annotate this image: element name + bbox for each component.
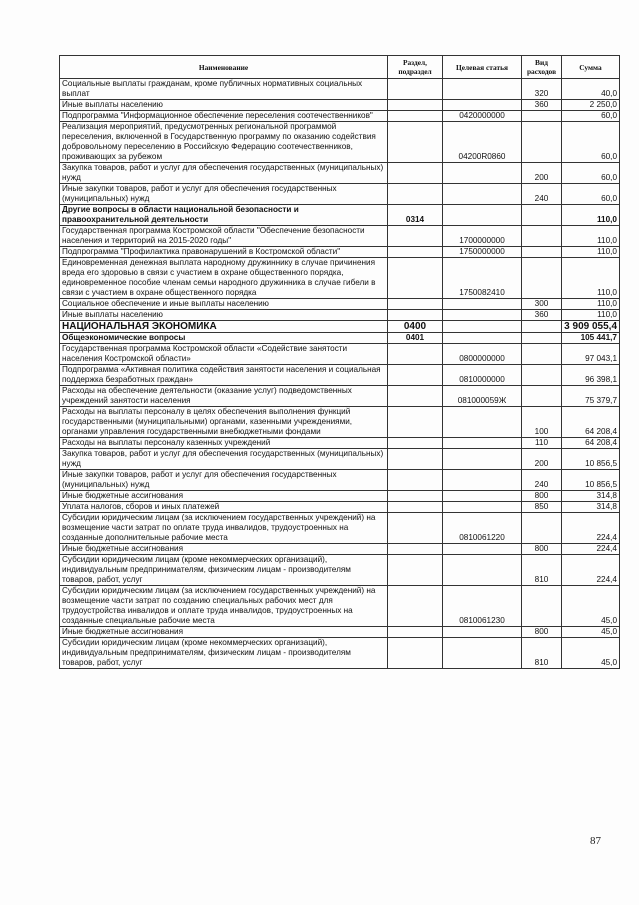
cell-target xyxy=(443,470,522,491)
cell-type xyxy=(522,122,562,163)
cell-name: Иные закупки товаров, работ и услуг для обеспечения государственных (муниципальных) нужд xyxy=(60,470,388,491)
cell-type: 320 xyxy=(522,79,562,100)
cell-name: Уплата налогов, сборов и иных платежей xyxy=(60,502,388,513)
cell-target xyxy=(443,544,522,555)
cell-type: 360 xyxy=(522,310,562,321)
cell-type xyxy=(522,205,562,226)
table-row xyxy=(60,365,620,386)
cell-type xyxy=(522,111,562,122)
cell-target: 04200R0860 xyxy=(443,122,522,163)
cell-name: Иные выплаты населению xyxy=(60,100,388,111)
cell-section xyxy=(388,184,443,205)
header-target: Целевая статья xyxy=(443,56,522,79)
cell-section xyxy=(388,258,443,299)
cell-target xyxy=(443,502,522,513)
table-row xyxy=(60,333,620,344)
cell-name: Расходы на выплаты персоналу казенных учреждений xyxy=(60,438,388,449)
cell-sum: 110,0 xyxy=(562,247,620,258)
cell-target xyxy=(443,491,522,502)
table-row xyxy=(60,111,620,122)
cell-sum: 110,0 xyxy=(562,310,620,321)
cell-type xyxy=(522,586,562,627)
table-row xyxy=(60,407,620,438)
cell-target: 0810000000 xyxy=(443,365,522,386)
cell-sum: 40,0 xyxy=(562,79,620,100)
cell-type: 800 xyxy=(522,491,562,502)
cell-name: Подпрограмма "Профилактика правонарушений в Костромской области" xyxy=(60,247,388,258)
table-row xyxy=(60,122,620,163)
cell-sum: 2 250,0 xyxy=(562,100,620,111)
table-row xyxy=(60,513,620,544)
cell-type: 200 xyxy=(522,449,562,470)
cell-section xyxy=(388,627,443,638)
cell-section xyxy=(388,513,443,544)
table-row xyxy=(60,555,620,586)
cell-sum: 10 856,5 xyxy=(562,470,620,491)
cell-name: Иные бюджетные ассигнования xyxy=(60,491,388,502)
table-row xyxy=(60,100,620,111)
cell-sum: 110,0 xyxy=(562,299,620,310)
table-row xyxy=(60,184,620,205)
table-row xyxy=(60,247,620,258)
table-row xyxy=(60,344,620,365)
cell-section xyxy=(388,365,443,386)
cell-sum: 105 441,7 xyxy=(562,333,620,344)
cell-name: Подпрограмма "Информационное обеспечение переселения соотечественников" xyxy=(60,111,388,122)
cell-section xyxy=(388,226,443,247)
table-row xyxy=(60,470,620,491)
cell-type: 360 xyxy=(522,100,562,111)
table-row xyxy=(60,502,620,513)
cell-sum: 110,0 xyxy=(562,258,620,299)
cell-section xyxy=(388,299,443,310)
cell-section xyxy=(388,470,443,491)
table-row xyxy=(60,449,620,470)
cell-type xyxy=(522,333,562,344)
cell-target xyxy=(443,299,522,310)
table-row xyxy=(60,79,620,100)
cell-type: 810 xyxy=(522,555,562,586)
cell-section: 0400 xyxy=(388,321,443,333)
cell-type: 810 xyxy=(522,638,562,669)
table-row xyxy=(60,321,620,333)
cell-name: Закупка товаров, работ и услуг для обеспечения государственных (муниципальных) нужд xyxy=(60,163,388,184)
cell-target: 0420000000 xyxy=(443,111,522,122)
cell-target: 1750000000 xyxy=(443,247,522,258)
cell-section xyxy=(388,122,443,163)
cell-type xyxy=(522,344,562,365)
cell-type: 800 xyxy=(522,627,562,638)
cell-section xyxy=(388,407,443,438)
cell-sum: 110,0 xyxy=(562,205,620,226)
cell-section xyxy=(388,310,443,321)
cell-target xyxy=(443,555,522,586)
cell-name: Субсидии юридическим лицам (кроме некоммерческих организаций), индивидуальным предпринимателям, физическим лицам - производителям товаров, работ, услуг xyxy=(60,638,388,669)
cell-target xyxy=(443,638,522,669)
table-row xyxy=(60,299,620,310)
cell-section xyxy=(388,100,443,111)
cell-target: 0810061230 xyxy=(443,586,522,627)
cell-section xyxy=(388,449,443,470)
cell-name: Общеэкономические вопросы xyxy=(60,333,388,344)
cell-section xyxy=(388,386,443,407)
table-row xyxy=(60,438,620,449)
cell-section xyxy=(388,79,443,100)
cell-name: Субсидии юридическим лицам (кроме некоммерческих организаций), индивидуальным предпринимателям, физическим лицам - производителям товаров, работ, услуг xyxy=(60,555,388,586)
cell-type xyxy=(522,365,562,386)
cell-section: 0314 xyxy=(388,205,443,226)
table-row xyxy=(60,491,620,502)
cell-target xyxy=(443,321,522,333)
cell-name: Иные бюджетные ассигнования xyxy=(60,544,388,555)
header-name: Наименование xyxy=(60,56,388,79)
cell-type: 300 xyxy=(522,299,562,310)
cell-sum: 97 043,1 xyxy=(562,344,620,365)
cell-target: 1750082410 xyxy=(443,258,522,299)
cell-name: Иные бюджетные ассигнования xyxy=(60,627,388,638)
cell-target xyxy=(443,627,522,638)
cell-sum: 64 208,4 xyxy=(562,438,620,449)
cell-target xyxy=(443,310,522,321)
cell-section xyxy=(388,502,443,513)
cell-type: 100 xyxy=(522,407,562,438)
cell-target: 1700000000 xyxy=(443,226,522,247)
cell-type: 200 xyxy=(522,163,562,184)
cell-type: 240 xyxy=(522,470,562,491)
cell-name: Государственная программа Костромской области «Содействие занятости населения Костромской области» xyxy=(60,344,388,365)
cell-type xyxy=(522,247,562,258)
cell-name: Закупка товаров, работ и услуг для обеспечения государственных (муниципальных) нужд xyxy=(60,449,388,470)
cell-sum: 224,4 xyxy=(562,544,620,555)
cell-name: Иные закупки товаров, работ и услуг для обеспечения государственных (муниципальных) нужд xyxy=(60,184,388,205)
cell-sum: 60,0 xyxy=(562,184,620,205)
cell-name: Расходы на обеспечение деятельности (оказание услуг) подведомственных учреждений занятости населения xyxy=(60,386,388,407)
cell-sum: 45,0 xyxy=(562,627,620,638)
cell-target xyxy=(443,163,522,184)
cell-target: 0810061220 xyxy=(443,513,522,544)
cell-sum: 60,0 xyxy=(562,122,620,163)
cell-section xyxy=(388,111,443,122)
header-sum: Сумма xyxy=(562,56,620,79)
cell-section xyxy=(388,638,443,669)
cell-sum: 60,0 xyxy=(562,111,620,122)
cell-sum: 10 856,5 xyxy=(562,449,620,470)
cell-name: Субсидии юридическим лицам (за исключением государственных учреждений) на возмещение части затрат по созданию специальных рабочих мест для трудоустройства инвалидов и оплате труда инвалидов, трудоустроенных на созданные специальные рабочие места xyxy=(60,586,388,627)
cell-section xyxy=(388,491,443,502)
table-body xyxy=(60,79,620,669)
cell-sum: 314,8 xyxy=(562,502,620,513)
cell-sum: 45,0 xyxy=(562,638,620,669)
cell-type: 110 xyxy=(522,438,562,449)
cell-type xyxy=(522,513,562,544)
cell-section xyxy=(388,163,443,184)
cell-section xyxy=(388,247,443,258)
table-row xyxy=(60,258,620,299)
cell-section xyxy=(388,586,443,627)
cell-name: Подпрограмма «Активная политика содействия занятости населения и социальная поддержка безработных граждан» xyxy=(60,365,388,386)
table-row xyxy=(60,386,620,407)
cell-sum: 75 379,7 xyxy=(562,386,620,407)
cell-type xyxy=(522,258,562,299)
table-row xyxy=(60,586,620,627)
cell-name: Социальные выплаты гражданам, кроме публичных нормативных социальных выплат xyxy=(60,79,388,100)
table-header xyxy=(60,56,620,79)
cell-sum: 64 208,4 xyxy=(562,407,620,438)
cell-name: Единовременная денежная выплата народному дружиннику в случае причинения вреда его здоровью в связи с участием в охране общественного порядка, единовременное пособие членам семьи народного дружинника в случае гибели в связи с участием в охране общественного порядка xyxy=(60,258,388,299)
header-type: Вид расходов xyxy=(522,56,562,79)
cell-name: Субсидии юридическим лицам (за исключением государственных учреждений) на возмещение части затрат по оплате труда инвалидов, трудоустроенных на созданные дополнительные рабочие места xyxy=(60,513,388,544)
budget-table xyxy=(59,55,620,669)
table-row xyxy=(60,205,620,226)
cell-sum: 45,0 xyxy=(562,586,620,627)
cell-section xyxy=(388,344,443,365)
cell-type: 850 xyxy=(522,502,562,513)
table-row xyxy=(60,310,620,321)
cell-name: Государственная программа Костромской области "Обеспечение безопасности населения и территорий на 2015-2020 годы" xyxy=(60,226,388,247)
cell-sum: 224,4 xyxy=(562,555,620,586)
table-row xyxy=(60,163,620,184)
cell-type xyxy=(522,386,562,407)
table-row xyxy=(60,627,620,638)
cell-name: Иные выплаты населению xyxy=(60,310,388,321)
cell-target xyxy=(443,407,522,438)
cell-sum: 96 398,1 xyxy=(562,365,620,386)
header-section: Раздел, подраздел xyxy=(388,56,443,79)
cell-target: 081000059Ж xyxy=(443,386,522,407)
cell-name: Социальное обеспечение и иные выплаты населению xyxy=(60,299,388,310)
cell-sum: 314,8 xyxy=(562,491,620,502)
cell-sum: 110,0 xyxy=(562,226,620,247)
cell-target xyxy=(443,205,522,226)
cell-target xyxy=(443,438,522,449)
cell-target xyxy=(443,79,522,100)
table-row xyxy=(60,638,620,669)
cell-type: 800 xyxy=(522,544,562,555)
cell-target xyxy=(443,184,522,205)
cell-target xyxy=(443,449,522,470)
cell-name: Расходы на выплаты персоналу в целях обеспечения выполнения функций государственными (муниципальными) органами, казенными учреждениями, органами управления государственными внебюджетными фондами xyxy=(60,407,388,438)
cell-sum: 3 909 055,4 xyxy=(562,321,620,333)
cell-type xyxy=(522,226,562,247)
cell-type xyxy=(522,321,562,333)
table-row xyxy=(60,226,620,247)
cell-name: Другие вопросы в области национальной безопасности и правоохранительной деятельности xyxy=(60,205,388,226)
cell-sum: 60,0 xyxy=(562,163,620,184)
table-row xyxy=(60,544,620,555)
cell-section xyxy=(388,438,443,449)
cell-section: 0401 xyxy=(388,333,443,344)
cell-target: 0800000000 xyxy=(443,344,522,365)
cell-name: НАЦИОНАЛЬНАЯ ЭКОНОМИКА xyxy=(60,321,388,333)
cell-name: Реализация мероприятий, предусмотренных региональной программой переселения, включенной в Государственную программу по оказанию содействия добровольному переселению в Российскую Федерацию соотечественников, проживающих за рубежом xyxy=(60,122,388,163)
cell-target xyxy=(443,333,522,344)
cell-target xyxy=(443,100,522,111)
cell-section xyxy=(388,555,443,586)
cell-section xyxy=(388,544,443,555)
cell-type: 240 xyxy=(522,184,562,205)
cell-sum: 224,4 xyxy=(562,513,620,544)
page-number: 87 xyxy=(590,835,601,847)
